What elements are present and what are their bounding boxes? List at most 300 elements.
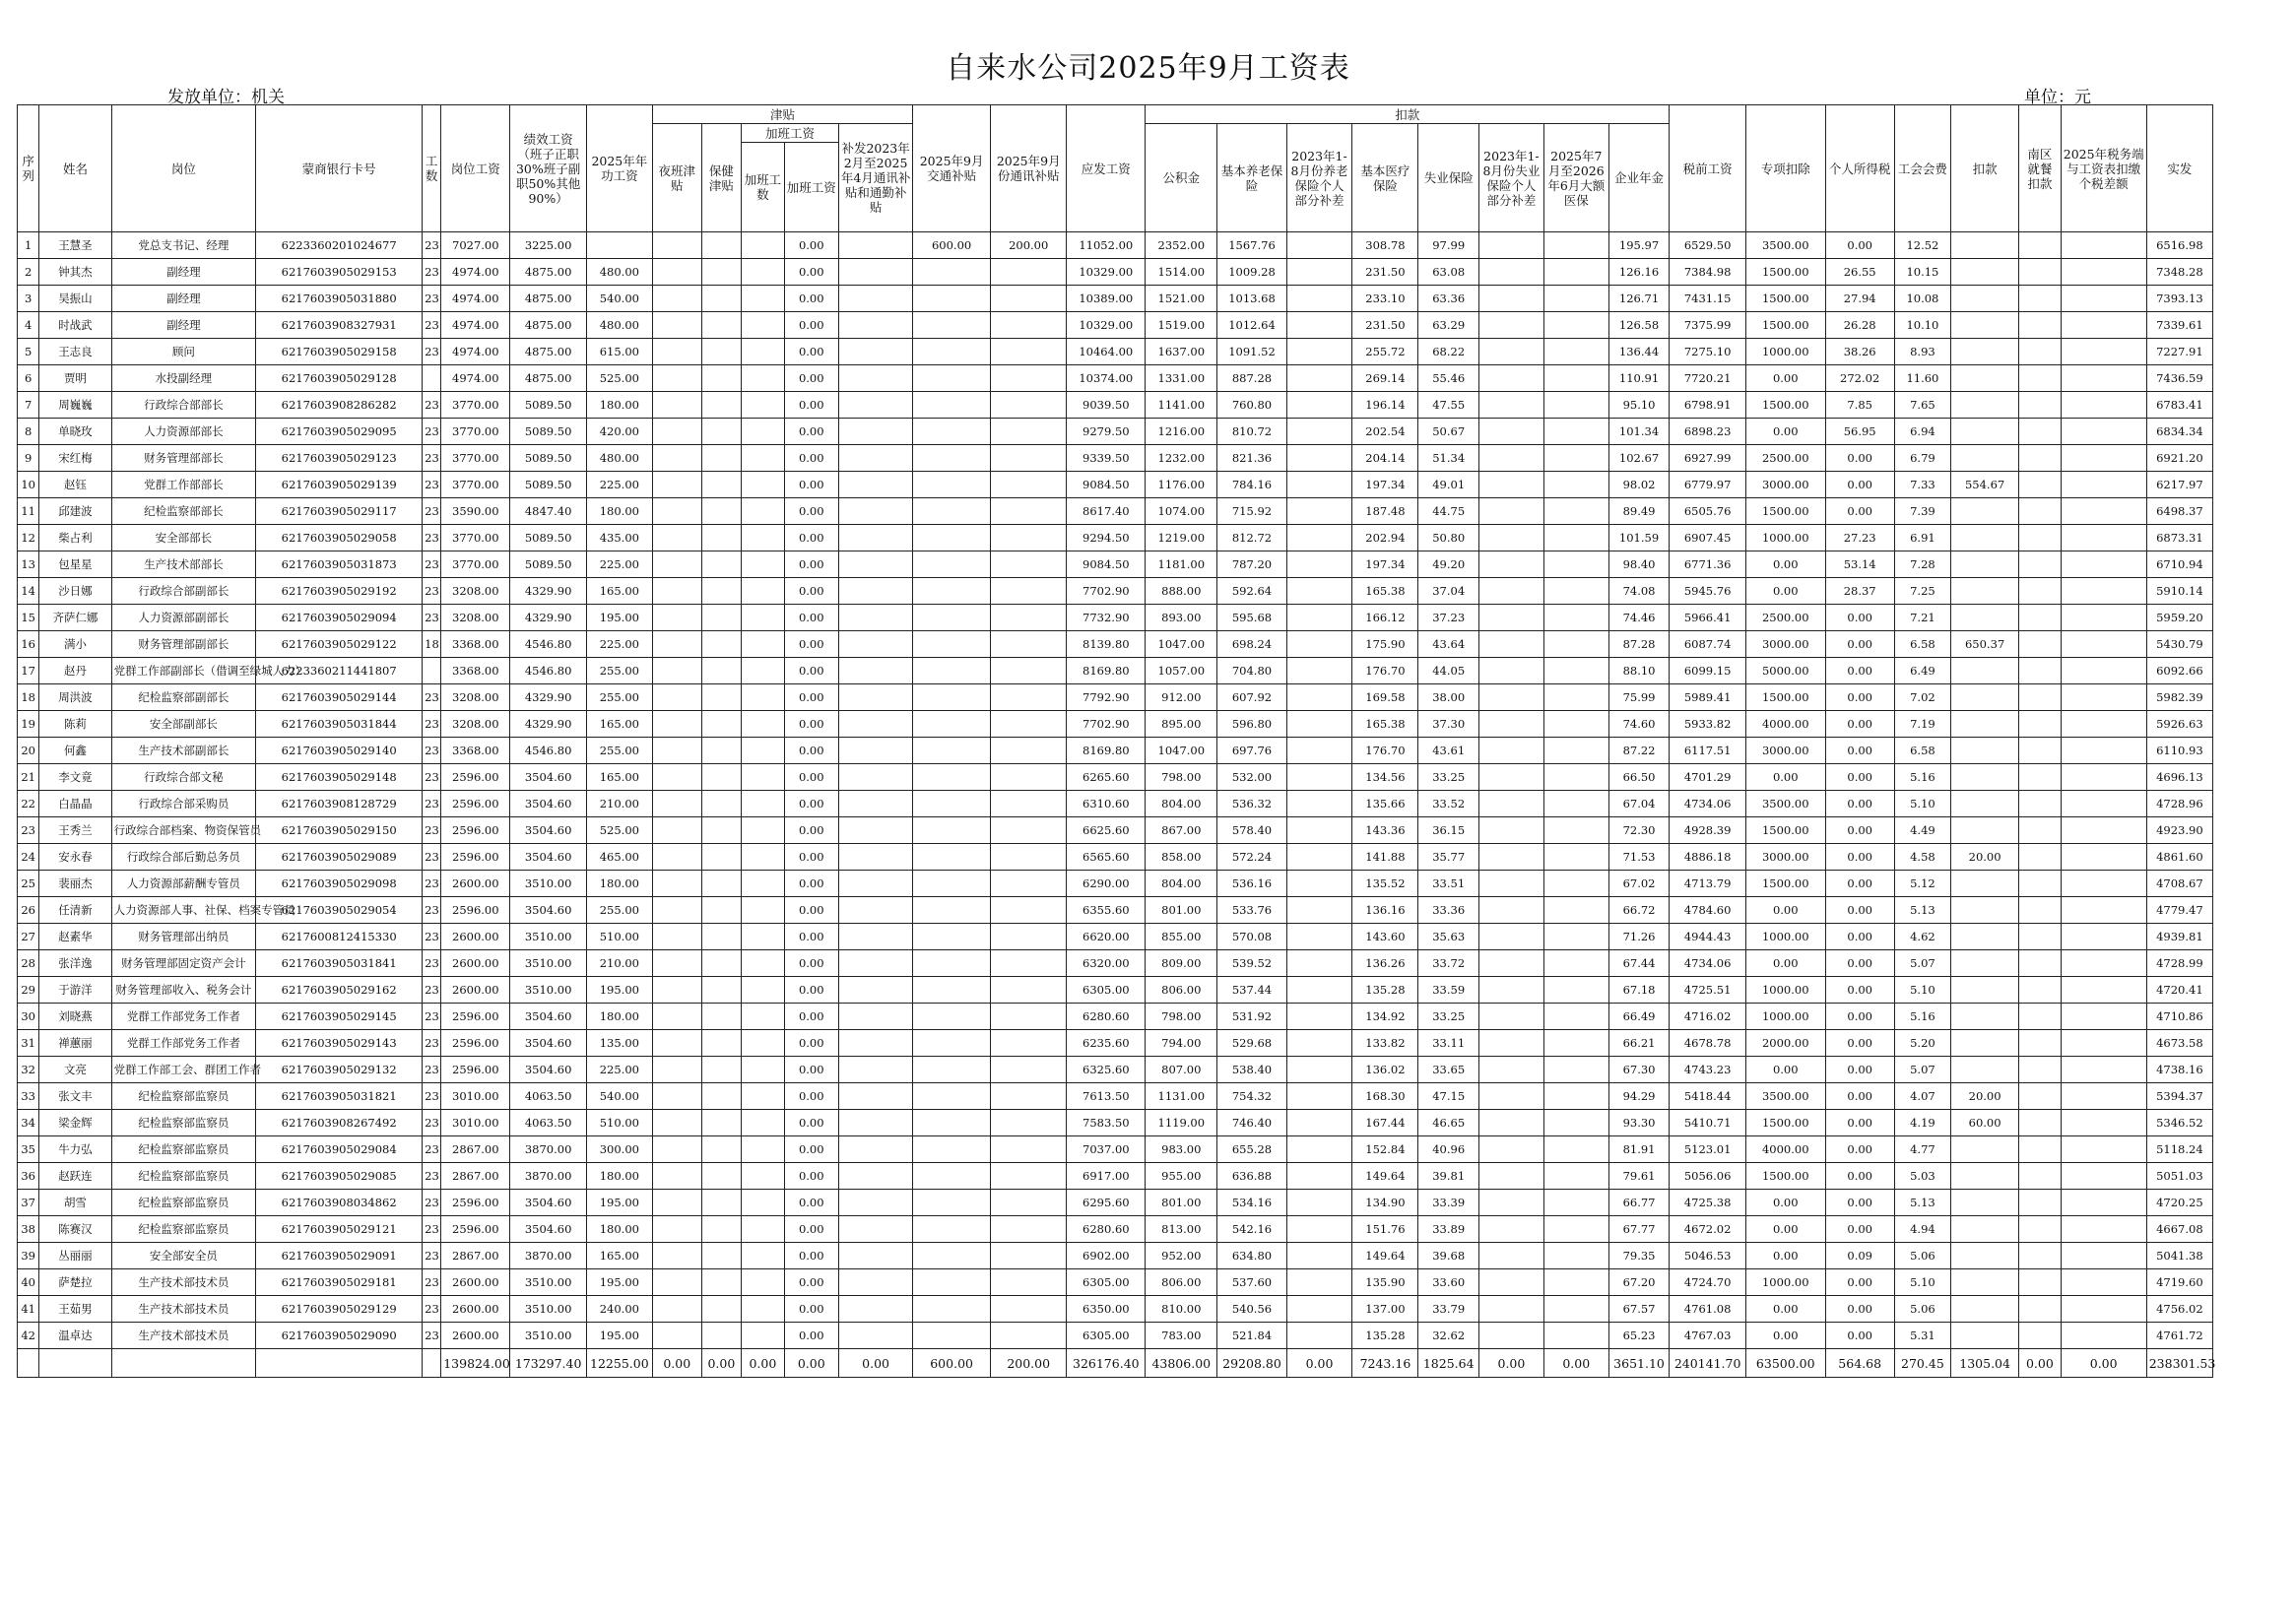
- cell-pension: 531.92: [1217, 1004, 1286, 1030]
- cell-empty: [838, 924, 912, 950]
- cell-seq: 20: [18, 738, 39, 764]
- cell-union: 5.10: [1894, 791, 1950, 817]
- cell-empty: [1543, 1083, 1608, 1110]
- header-allowance-group: 津贴: [652, 105, 913, 124]
- cell-net: 4861.60: [2146, 844, 2212, 871]
- cell-tax: 0.00: [1825, 684, 1894, 711]
- cell-union: 10.08: [1894, 286, 1950, 312]
- cell-annuity: 74.08: [1608, 578, 1670, 605]
- cell-empty: [1286, 1243, 1352, 1269]
- cell-net: 4710.86: [2146, 1004, 2212, 1030]
- cell-empty: [742, 658, 785, 684]
- cell-base: 2600.00: [441, 1296, 510, 1323]
- cell-comm: [990, 1136, 1067, 1163]
- cell-medical: 233.10: [1352, 286, 1418, 312]
- cell-special: 1500.00: [1745, 684, 1825, 711]
- cell-pension: 760.80: [1217, 392, 1286, 419]
- cell-name: 沙日娜: [39, 578, 111, 605]
- cell-empty: [1543, 1243, 1608, 1269]
- cell-empty: [2061, 525, 2146, 551]
- cell-ot: 0.00: [784, 1216, 838, 1243]
- cell-merit: 240.00: [586, 1296, 652, 1323]
- cell-trans: 600.00: [913, 232, 991, 259]
- cell-base: 3590.00: [441, 498, 510, 525]
- cell-empty: [2019, 605, 2061, 631]
- cell-days: 23: [423, 711, 441, 738]
- cell-net: 5959.20: [2146, 605, 2212, 631]
- cell-ot: 0.00: [784, 365, 838, 392]
- cell-perf: 4546.80: [510, 738, 587, 764]
- table-row: [18, 764, 2213, 791]
- cell-annuity: 95.10: [1608, 392, 1670, 419]
- cell-pretax: 4713.79: [1670, 871, 1746, 897]
- cell-perf: 3510.00: [510, 1269, 587, 1296]
- cell-ot: 0.00: [784, 1057, 838, 1083]
- cell-pretax: 6779.97: [1670, 472, 1746, 498]
- table-row: [18, 286, 2213, 312]
- cell-annuity: 101.34: [1608, 419, 1670, 445]
- cell-name: 任清新: [39, 897, 111, 924]
- cell-perf: 4329.90: [510, 684, 587, 711]
- total-net: 238301.53: [2146, 1349, 2212, 1378]
- cell-fund: 1514.00: [1146, 259, 1217, 286]
- cell-union: 5.03: [1894, 1163, 1950, 1190]
- cell-merit: 195.00: [586, 977, 652, 1004]
- cell-ot: 0.00: [784, 1136, 838, 1163]
- cell-gross: 6280.60: [1067, 1216, 1146, 1243]
- cell-union: 6.58: [1894, 738, 1950, 764]
- cell-perf: 3504.60: [510, 1030, 587, 1057]
- cell-empty: [742, 1030, 785, 1057]
- cell-empty: [742, 738, 785, 764]
- cell-empty: [652, 658, 701, 684]
- cell-pension: 607.92: [1217, 684, 1286, 711]
- cell-fund: 1331.00: [1146, 365, 1217, 392]
- cell-perf: 3510.00: [510, 871, 587, 897]
- salary-table: [17, 104, 2216, 1378]
- cell-gross: 6235.60: [1067, 1030, 1146, 1057]
- cell-card: 6217603905029089: [256, 844, 423, 871]
- cell-pos: 安全部安全员: [111, 1243, 256, 1269]
- cell-medical: 231.50: [1352, 259, 1418, 286]
- cell-empty: [1479, 605, 1544, 631]
- cell-name: 包星星: [39, 551, 111, 578]
- cell-empty: [1543, 578, 1608, 605]
- cell-empty: [2019, 924, 2061, 950]
- cell-empty: [652, 1323, 701, 1349]
- cell-empty: [1286, 764, 1352, 791]
- cell-ot: 0.00: [784, 339, 838, 365]
- cell-empty: [1543, 924, 1608, 950]
- cell-gross: 6350.00: [1067, 1296, 1146, 1323]
- cell-union: 6.91: [1894, 525, 1950, 551]
- cell-seq: 42: [18, 1323, 39, 1349]
- cell-empty: [2019, 1110, 2061, 1136]
- cell-ded: [1951, 1323, 2019, 1349]
- cell-tax: 0.00: [1825, 1216, 1894, 1243]
- cell-merit: 480.00: [586, 312, 652, 339]
- cell-union: 5.07: [1894, 950, 1950, 977]
- cell-pos: 安全部部长: [111, 525, 256, 551]
- cell-merit: 180.00: [586, 1004, 652, 1030]
- cell-annuity: 66.21: [1608, 1030, 1670, 1057]
- cell-ot: 0.00: [784, 871, 838, 897]
- cell-merit: 225.00: [586, 472, 652, 498]
- cell-base: 3770.00: [441, 419, 510, 445]
- cell-seq: 34: [18, 1110, 39, 1136]
- cell-comm: [990, 445, 1067, 472]
- cell-empty: [1286, 1163, 1352, 1190]
- table-row: [18, 1110, 2213, 1136]
- cell-comm: [990, 392, 1067, 419]
- cell-empty: [256, 1349, 423, 1378]
- cell-trans: [913, 791, 991, 817]
- cell-name: 禅蕙丽: [39, 1030, 111, 1057]
- cell-empty: [2061, 498, 2146, 525]
- cell-pos: 行政综合部部长: [111, 392, 256, 419]
- cell-pretax: 5418.44: [1670, 1083, 1746, 1110]
- cell-gross: 7792.90: [1067, 684, 1146, 711]
- cell-special: 3500.00: [1745, 1083, 1825, 1110]
- header-bigmed: 2025年7月至2026年6月大额医保: [1543, 124, 1608, 232]
- cell-pos: 财务管理部部长: [111, 445, 256, 472]
- cell-empty: [2019, 312, 2061, 339]
- cell-empty: [2061, 1190, 2146, 1216]
- cell-perf: 5089.50: [510, 419, 587, 445]
- cell-empty: [652, 1190, 701, 1216]
- total-night: 0.00: [652, 1349, 701, 1378]
- cell-unemp: 33.25: [1418, 1004, 1479, 1030]
- cell-empty: [2019, 658, 2061, 684]
- header-seq: 序列: [18, 105, 39, 232]
- cell-days: 23: [423, 1216, 441, 1243]
- cell-trans: [913, 1004, 991, 1030]
- cell-empty: [701, 817, 741, 844]
- cell-days: 23: [423, 844, 441, 871]
- cell-gross: 10464.00: [1067, 339, 1146, 365]
- cell-empty: [2061, 339, 2146, 365]
- cell-net: 7436.59: [2146, 365, 2212, 392]
- cell-union: 7.65: [1894, 392, 1950, 419]
- cell-empty: [1543, 1004, 1608, 1030]
- cell-perf: 5089.50: [510, 445, 587, 472]
- cell-card: 6217603905031880: [256, 286, 423, 312]
- cell-empty: [1286, 1269, 1352, 1296]
- cell-ded: [1951, 924, 2019, 950]
- cell-merit: 165.00: [586, 764, 652, 791]
- cell-union: 4.58: [1894, 844, 1950, 871]
- cell-union: 5.06: [1894, 1243, 1950, 1269]
- cell-empty: [1543, 286, 1608, 312]
- cell-special: 3500.00: [1745, 232, 1825, 259]
- cell-comm: [990, 1243, 1067, 1269]
- table-row: [18, 1004, 2213, 1030]
- cell-empty: [742, 445, 785, 472]
- cell-union: 7.33: [1894, 472, 1950, 498]
- cell-annuity: 66.72: [1608, 897, 1670, 924]
- cell-name: 王志良: [39, 339, 111, 365]
- cell-net: 5051.03: [2146, 1163, 2212, 1190]
- cell-medical: 134.92: [1352, 1004, 1418, 1030]
- cell-annuity: 67.18: [1608, 977, 1670, 1004]
- cell-pretax: 5989.41: [1670, 684, 1746, 711]
- cell-name: 梁金辉: [39, 1110, 111, 1136]
- cell-gross: 6295.60: [1067, 1190, 1146, 1216]
- cell-empty: [2061, 392, 2146, 419]
- cell-empty: [652, 817, 701, 844]
- cell-empty: [742, 897, 785, 924]
- cell-ot: 0.00: [784, 977, 838, 1004]
- cell-fund: 804.00: [1146, 871, 1217, 897]
- cell-perf: 3504.60: [510, 1004, 587, 1030]
- cell-comm: [990, 286, 1067, 312]
- cell-card: 6217603908286282: [256, 392, 423, 419]
- cell-unemp: 63.36: [1418, 286, 1479, 312]
- cell-merit: 195.00: [586, 605, 652, 631]
- cell-unemp: 55.46: [1418, 365, 1479, 392]
- cell-empty: [701, 871, 741, 897]
- cell-card: 6217603905029148: [256, 764, 423, 791]
- header-comm: 2025年9月份通讯补贴: [990, 105, 1067, 232]
- cell-card: 6217603905029181: [256, 1269, 423, 1296]
- cell-empty: [2019, 1030, 2061, 1057]
- cell-empty: [1543, 365, 1608, 392]
- cell-empty: [2061, 259, 2146, 286]
- cell-trans: [913, 684, 991, 711]
- cell-days: 23: [423, 1323, 441, 1349]
- cell-base: 2596.00: [441, 764, 510, 791]
- cell-base: 4974.00: [441, 365, 510, 392]
- cell-union: 5.07: [1894, 1057, 1950, 1083]
- cell-medical: 308.78: [1352, 232, 1418, 259]
- cell-seq: 8: [18, 419, 39, 445]
- cell-pos: 生产技术部技术员: [111, 1296, 256, 1323]
- cell-empty: [701, 897, 741, 924]
- cell-empty: [2019, 286, 2061, 312]
- cell-perf: 4875.00: [510, 339, 587, 365]
- table-row: [18, 977, 2213, 1004]
- cell-net: 5982.39: [2146, 684, 2212, 711]
- cell-empty: [652, 1057, 701, 1083]
- cell-pos: 纪检监察部监察员: [111, 1190, 256, 1216]
- cell-net: 5910.14: [2146, 578, 2212, 605]
- cell-empty: [652, 392, 701, 419]
- cell-pension: 540.56: [1217, 1296, 1286, 1323]
- cell-empty: [1479, 1269, 1544, 1296]
- cell-days: 23: [423, 392, 441, 419]
- cell-days: 23: [423, 605, 441, 631]
- cell-empty: [1479, 1296, 1544, 1323]
- cell-net: 4728.99: [2146, 950, 2212, 977]
- cell-name: 赵素华: [39, 924, 111, 950]
- cell-fund: 806.00: [1146, 1269, 1217, 1296]
- cell-card: 6217603905029054: [256, 897, 423, 924]
- cell-pos: 人力资源部部长: [111, 419, 256, 445]
- cell-union: 5.06: [1894, 1296, 1950, 1323]
- cell-empty: [1479, 924, 1544, 950]
- cell-ded: 60.00: [1951, 1110, 2019, 1136]
- total-pension_back: 0.00: [1286, 1349, 1352, 1378]
- total-merit: 12255.00: [586, 1349, 652, 1378]
- cell-trans: [913, 1216, 991, 1243]
- cell-empty: [2061, 1243, 2146, 1269]
- cell-name: 邱建波: [39, 498, 111, 525]
- cell-comm: [990, 1163, 1067, 1190]
- cell-trans: [913, 286, 991, 312]
- cell-unemp: 33.60: [1418, 1269, 1479, 1296]
- cell-trans: [913, 1110, 991, 1136]
- cell-pension: 532.00: [1217, 764, 1286, 791]
- cell-empty: [2019, 738, 2061, 764]
- cell-pretax: 5966.41: [1670, 605, 1746, 631]
- cell-name: 陈莉: [39, 711, 111, 738]
- cell-pretax: 4784.60: [1670, 897, 1746, 924]
- cell-perf: 4063.50: [510, 1110, 587, 1136]
- cell-empty: [2061, 445, 2146, 472]
- cell-gross: 6565.60: [1067, 844, 1146, 871]
- cell-pretax: 4678.78: [1670, 1030, 1746, 1057]
- cell-annuity: 79.61: [1608, 1163, 1670, 1190]
- cell-comm: [990, 817, 1067, 844]
- cell-seq: 17: [18, 658, 39, 684]
- cell-pos: 党群工作部党务工作者: [111, 1004, 256, 1030]
- cell-merit: 180.00: [586, 871, 652, 897]
- cell-medical: 141.88: [1352, 844, 1418, 871]
- cell-pretax: 7275.10: [1670, 339, 1746, 365]
- cell-medical: 136.02: [1352, 1057, 1418, 1083]
- cell-empty: [2061, 817, 2146, 844]
- cell-ded: [1951, 286, 2019, 312]
- table-row: [18, 1030, 2213, 1057]
- cell-trans: [913, 1163, 991, 1190]
- cell-empty: [838, 1216, 912, 1243]
- header-annuity: 企业年金: [1608, 124, 1670, 232]
- cell-days: 23: [423, 1190, 441, 1216]
- cell-perf: 3510.00: [510, 1296, 587, 1323]
- cell-fund: 798.00: [1146, 764, 1217, 791]
- cell-perf: 5089.50: [510, 551, 587, 578]
- cell-unemp: 35.77: [1418, 844, 1479, 871]
- cell-empty: [1479, 286, 1544, 312]
- cell-medical: 143.60: [1352, 924, 1418, 950]
- cell-pension: 592.64: [1217, 578, 1286, 605]
- cell-base: 3368.00: [441, 631, 510, 658]
- header-card: 蒙商银行卡号: [256, 105, 423, 232]
- cell-perf: 3510.00: [510, 924, 587, 950]
- cell-empty: [2019, 1136, 2061, 1163]
- cell-empty: [742, 764, 785, 791]
- cell-seq: 12: [18, 525, 39, 551]
- cell-empty: [1479, 392, 1544, 419]
- cell-ded: [1951, 1296, 2019, 1323]
- cell-empty: [1286, 1030, 1352, 1057]
- total-base: 139824.00: [441, 1349, 510, 1378]
- cell-special: 1000.00: [1745, 1269, 1825, 1296]
- cell-perf: 3504.60: [510, 817, 587, 844]
- cell-card: 6217603908034862: [256, 1190, 423, 1216]
- cell-empty: [1286, 232, 1352, 259]
- cell-tax: 27.94: [1825, 286, 1894, 312]
- cell-trans: [913, 1190, 991, 1216]
- cell-merit: 195.00: [586, 1190, 652, 1216]
- header-union: 工会会费: [1894, 105, 1950, 232]
- cell-card: 6217603908327931: [256, 312, 423, 339]
- cell-name: 安永春: [39, 844, 111, 871]
- cell-pension: 1013.68: [1217, 286, 1286, 312]
- cell-unemp: 33.79: [1418, 1296, 1479, 1323]
- cell-pension: 537.60: [1217, 1269, 1286, 1296]
- cell-card: 6217603905029121: [256, 1216, 423, 1243]
- cell-empty: [1479, 472, 1544, 498]
- cell-empty: [2019, 977, 2061, 1004]
- cell-ot: 0.00: [784, 1243, 838, 1269]
- cell-perf: 3504.60: [510, 1216, 587, 1243]
- cell-empty: [701, 1030, 741, 1057]
- cell-unemp: 43.61: [1418, 738, 1479, 764]
- cell-name: 单晓玫: [39, 419, 111, 445]
- cell-empty: [1286, 1323, 1352, 1349]
- cell-empty: [652, 764, 701, 791]
- cell-ded: [1951, 738, 2019, 764]
- cell-perf: 3510.00: [510, 950, 587, 977]
- cell-empty: [742, 498, 785, 525]
- cell-empty: [838, 658, 912, 684]
- total-annuity: 3651.10: [1608, 1349, 1670, 1378]
- cell-medical: 135.28: [1352, 1323, 1418, 1349]
- total-tax: 564.68: [1825, 1349, 1894, 1378]
- cell-ot: 0.00: [784, 498, 838, 525]
- cell-empty: [701, 286, 741, 312]
- cell-comm: [990, 365, 1067, 392]
- cell-empty: [652, 711, 701, 738]
- cell-pretax: 4734.06: [1670, 950, 1746, 977]
- cell-empty: [652, 791, 701, 817]
- cell-pension: 787.20: [1217, 551, 1286, 578]
- cell-base: 3208.00: [441, 578, 510, 605]
- cell-pretax: 6087.74: [1670, 631, 1746, 658]
- cell-ot: 0.00: [784, 764, 838, 791]
- cell-comm: [990, 738, 1067, 764]
- cell-merit: 540.00: [586, 286, 652, 312]
- cell-fund: 855.00: [1146, 924, 1217, 950]
- cell-comm: [990, 1004, 1067, 1030]
- cell-days: 23: [423, 551, 441, 578]
- cell-trans: [913, 631, 991, 658]
- cell-tax: 0.00: [1825, 631, 1894, 658]
- cell-ded: [1951, 897, 2019, 924]
- cell-pos: 行政综合部档案、物资保管员: [111, 817, 256, 844]
- cell-annuity: 195.97: [1608, 232, 1670, 259]
- cell-pretax: 6117.51: [1670, 738, 1746, 764]
- cell-merit: 195.00: [586, 1323, 652, 1349]
- cell-tax: 0.09: [1825, 1243, 1894, 1269]
- cell-empty: [1479, 977, 1544, 1004]
- cell-gross: 10374.00: [1067, 365, 1146, 392]
- cell-empty: [701, 1296, 741, 1323]
- cell-annuity: 110.91: [1608, 365, 1670, 392]
- cell-fund: 809.00: [1146, 950, 1217, 977]
- cell-empty: [1286, 711, 1352, 738]
- cell-base: 3010.00: [441, 1110, 510, 1136]
- cell-trans: [913, 1323, 991, 1349]
- cell-empty: [838, 339, 912, 365]
- cell-empty: [2061, 1057, 2146, 1083]
- cell-union: 4.94: [1894, 1216, 1950, 1243]
- cell-comm: [990, 631, 1067, 658]
- cell-ded: [1951, 605, 2019, 631]
- cell-net: 6092.66: [2146, 658, 2212, 684]
- unit-label: 单位：元: [2024, 88, 2091, 107]
